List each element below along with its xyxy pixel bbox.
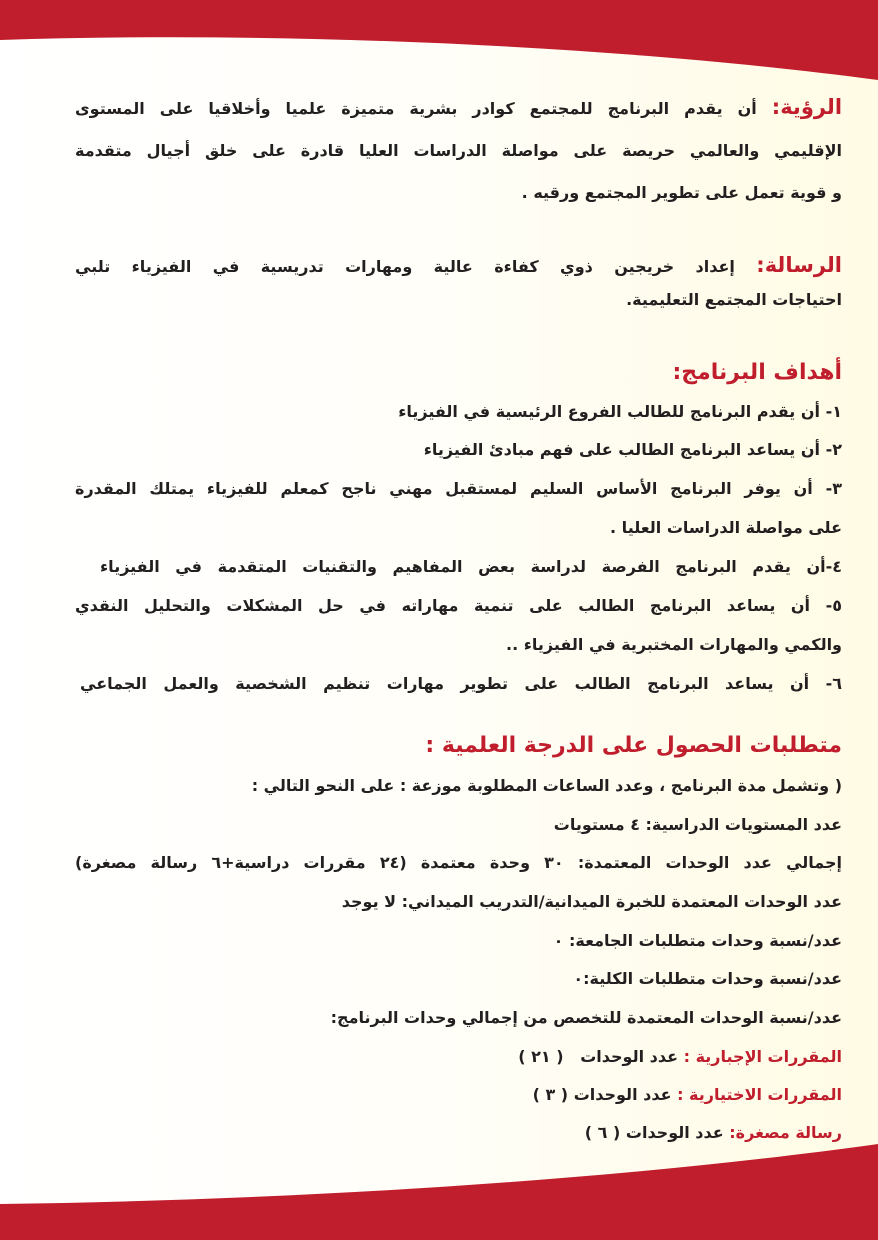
- vision-line-2: الإقليمي والعالمي حريصة على مواصلة الدراسات العليا قادرة على خلق أجيال متقدمة: [75, 141, 842, 160]
- vision-line-1: الرؤية: أن يقدم البرنامج للمجتمع كوادر بشرية متميزة علميا وأخلاقيا على المستوى: [75, 95, 843, 119]
- requirement-line: عدد/نسبة وحدات متطلبات الكلية:٠: [573, 969, 842, 988]
- bottom-red-band: [0, 1140, 878, 1240]
- goal-line: ٤-أن يقدم البرنامج الفرصة لدراسة بعض المفاهيم والتقنيات المتقدمة في الفيزياء: [100, 557, 842, 576]
- vision-line-3: و قوية تعمل على تطوير المجتمع ورقيه .: [521, 183, 842, 202]
- breakdown-elective: المقررات الاختيارية : عدد الوحدات ( ٣ ): [532, 1085, 842, 1104]
- requirements-heading: متطلبات الحصول على الدرجة العلمية :: [425, 733, 842, 758]
- requirement-line: عدد المستويات الدراسية: ٤ مستويات: [553, 815, 842, 834]
- goal-line: ١- أن يقدم البرنامج للطالب الفروع الرئيسية في الفيزياء: [398, 402, 842, 421]
- goal-line: ٣- أن يوفر البرنامج الأساس السليم لمستقبل مهني ناجح كمعلم للفيزياء يمتلك المقدرة: [75, 479, 842, 498]
- goal-line: ٦- أن يساعد البرنامج الطالب على تطوير مهارات تنظيم الشخصية والعمل الجماعي: [80, 674, 842, 693]
- goal-line: والكمي والمهارات المختبرية في الفيزياء ..: [506, 635, 842, 654]
- requirement-line: ( وتشمل مدة البرنامج ، وعدد الساعات المطلوبة موزعة : على النحو التالي :: [251, 776, 842, 795]
- top-red-band: [0, 0, 878, 90]
- goals-heading: أهداف البرنامج:: [672, 360, 842, 385]
- mission-line-2: احتياجات المجتمع التعليمية.: [626, 290, 842, 309]
- requirement-line: عدد الوحدات المعتمدة للخبرة الميدانية/التدريب الميداني: لا يوجد: [341, 892, 842, 911]
- vision-label: الرؤية:: [771, 95, 843, 119]
- requirement-line: عدد/نسبة الوحدات المعتمدة للتخصص من إجمالي وحدات البرنامج:: [330, 1008, 842, 1027]
- breakdown-compulsory: المقررات الإجبارية : عدد الوحدات ( ٢١ ): [518, 1047, 842, 1066]
- breakdown-thesis: رسالة مصغرة: عدد الوحدات ( ٦ ): [584, 1123, 842, 1142]
- goal-line: على مواصلة الدراسات العليا .: [610, 518, 842, 537]
- goal-line: ٥- أن يساعد البرنامج الطالب على تنمية مهاراته في حل المشكلات والتحليل النقدي: [75, 596, 842, 615]
- requirement-line: عدد/نسبة وحدات متطلبات الجامعة: ٠: [553, 931, 842, 950]
- mission-label: الرسالة:: [756, 253, 842, 277]
- goal-line: ٢- أن يساعد البرنامج الطالب على فهم مبادئ الفيزياء: [423, 440, 842, 459]
- requirement-line: إجمالي عدد الوحدات المعتمدة: ٣٠ وحدة معتمدة (٢٤ مقررات دراسية+٦ رسالة مصغرة): [75, 853, 843, 872]
- mission-line-1: الرسالة: إعداد خريجين ذوي كفاءة عالية ومهارات تدريسية في الفيزياء تلبي: [75, 253, 842, 277]
